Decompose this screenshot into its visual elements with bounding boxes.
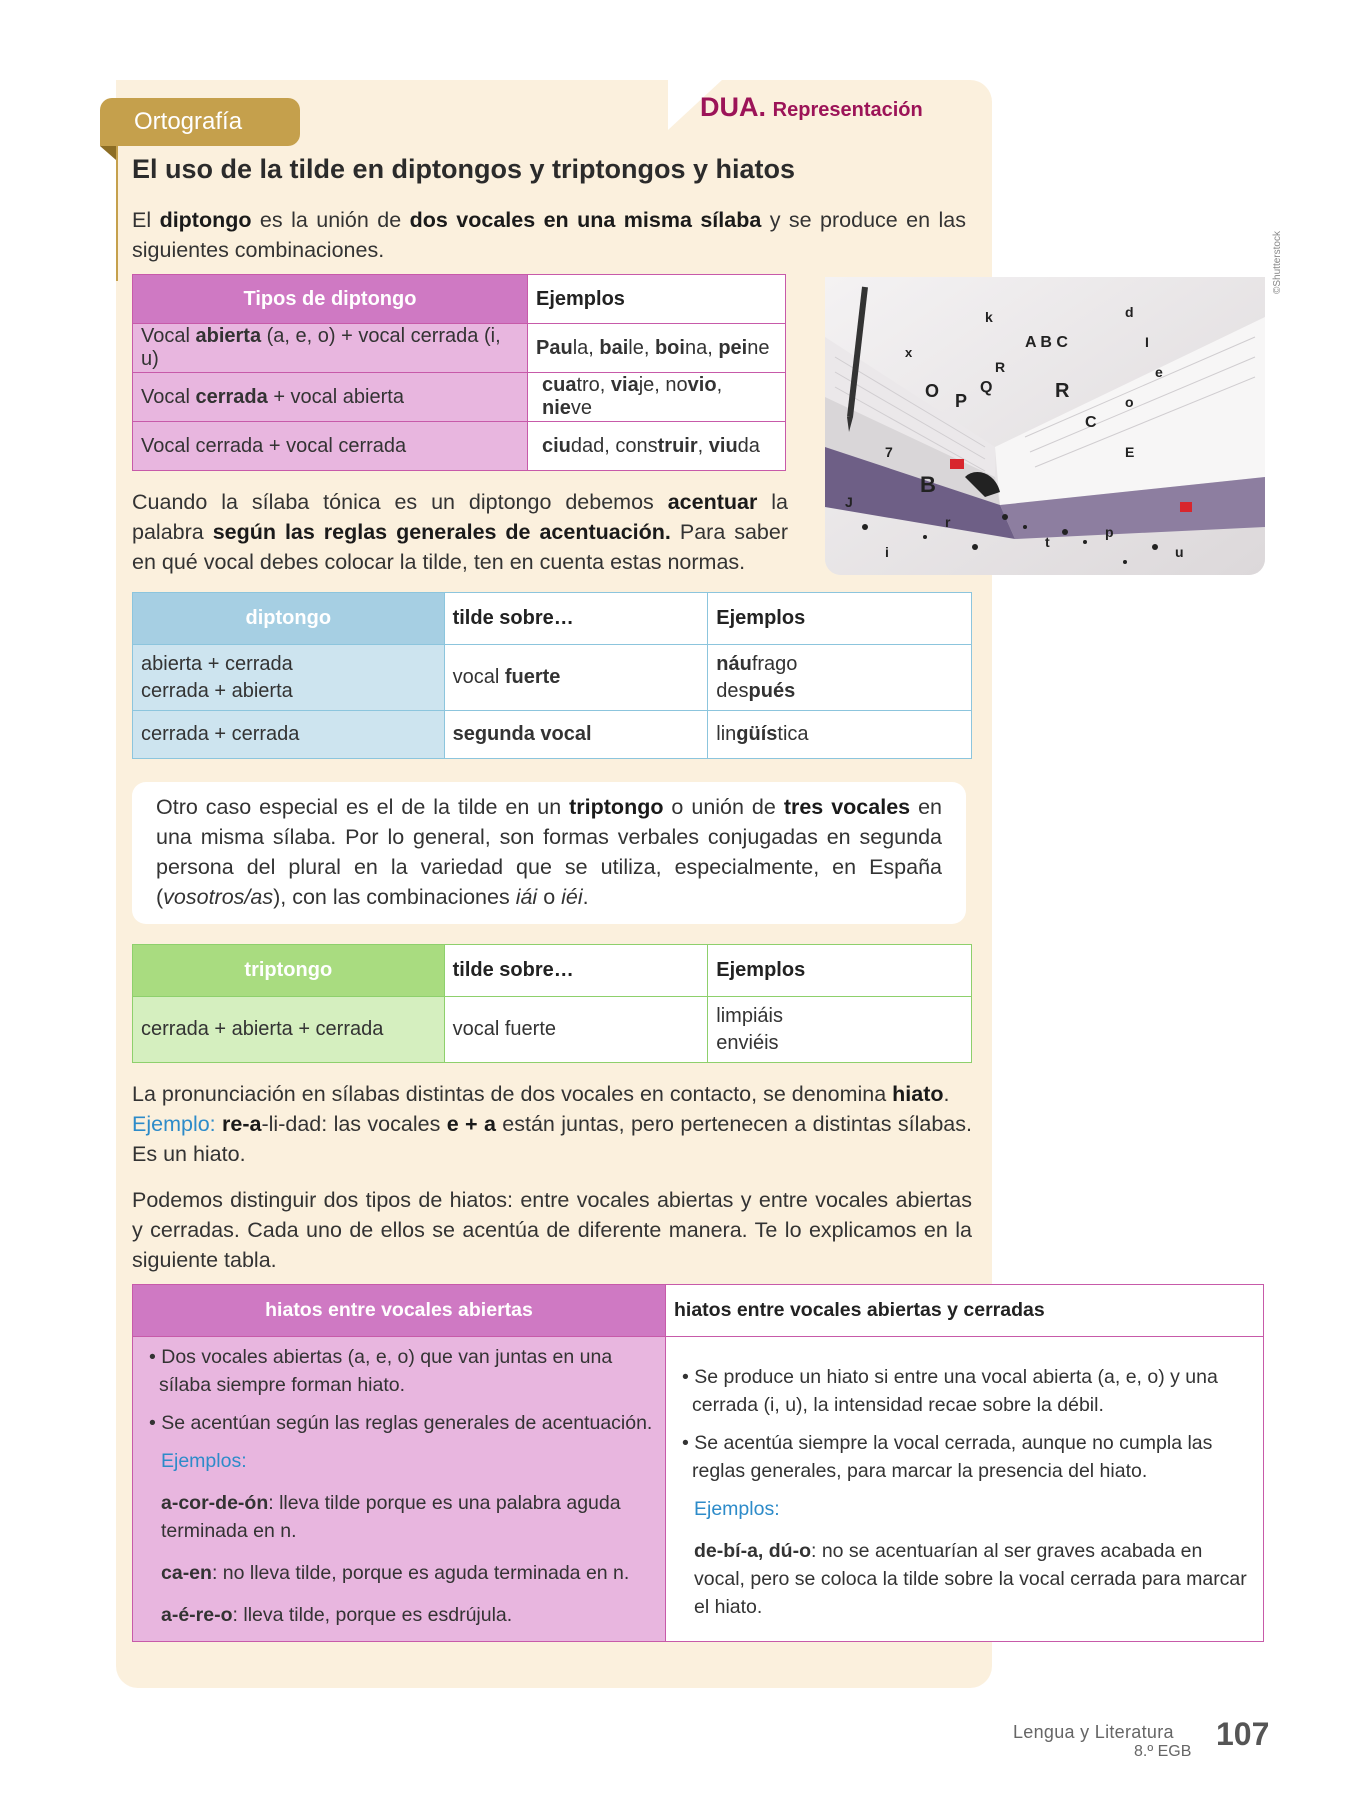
example-item: a-cor-de-ón: lleva tilde porque es una palabra aguda terminada en n. [161, 1492, 621, 1542]
svg-text:I: I [1145, 334, 1149, 350]
table-header: tilde sobre… [444, 593, 708, 645]
hiatus-types-paragraph: Podemos distinguir dos tipos de hiatos: entre vocales abiertas y entre vocales abiertas y cerradas. Cada uno de ellos se acentúa de diferente manera. Te lo explicamos en la siguiente tabla. [132, 1188, 972, 1272]
list-item: • Se produce un hiato si entre una vocal abierta (a, e, o) y una cerrada (i, u), la intensidad recae sobre la débil. [682, 1366, 1218, 1416]
example-item: de-bí-a, dú-o: no se acentuarían al ser graves acabada en vocal, pero se coloca la tilde sobre la vocal cerrada para marcar el hiato. [694, 1540, 1247, 1618]
svg-text:x: x [905, 345, 913, 360]
table-row: cerrada + cerrada segunda vocal lingüística [133, 711, 972, 759]
svg-text:u: u [1175, 544, 1184, 560]
svg-text:C: C [1085, 414, 1097, 431]
hiatus-table [132, 1284, 1264, 1642]
triphthong-note: Otro caso especial es el de la tilde en un triptongo o unión de tres vocales en una misma sílaba. Por lo general, son formas verbales conjugadas en segunda persona del plural en la variedad que se utiliza, especialmente, en España (vosotros/as), con las combinaciones iái o iéi. [132, 782, 966, 924]
svg-text:o: o [1125, 394, 1134, 410]
svg-text:r: r [945, 514, 951, 530]
svg-text:P: P [955, 391, 968, 411]
list-item: • Dos vocales abiertas (a, e, o) que van juntas en una sílaba siempre forman hiato. [149, 1346, 613, 1396]
svg-text:i: i [885, 544, 889, 560]
triphthong-table [132, 944, 972, 1063]
svg-text:A B C: A B C [1025, 334, 1068, 351]
page-title: El uso de la tilde en diptongos y triptongos y hiatos [132, 154, 796, 184]
svg-text:B: B [920, 472, 936, 497]
table-header: diptongo [133, 593, 445, 645]
svg-text:e: e [1155, 364, 1163, 380]
table-row: cerrada + abierta + cerrada vocal fuerte limpiáis enviéis [133, 997, 972, 1063]
svg-text:Q: Q [980, 379, 993, 396]
book-letters-photo [825, 277, 1265, 575]
section-tab: Ortografía [100, 98, 300, 146]
diphthong-types-table [132, 274, 786, 471]
svg-text:O: O [925, 381, 940, 401]
hiatus-paragraph: La pronunciación en sílabas distintas de dos vocales en contacto, se denomina hiato. Ejemplo: re-a-li-dad: las vocales e + a están juntas, pero pertenecen a distintas sílabas. Es un hiato. [132, 1082, 972, 1166]
svg-text:p: p [1105, 524, 1114, 540]
svg-text:E: E [1125, 444, 1135, 460]
table-header: tilde sobre… [444, 945, 708, 997]
examples-label: Ejemplos: [161, 1450, 247, 1472]
diphthong-accent-table [132, 592, 972, 759]
table-header: hiatos entre vocales abiertas y cerradas [666, 1285, 1264, 1337]
table-header: Ejemplos [528, 275, 786, 324]
footer-subject: Lengua y Literatura [1013, 1722, 1174, 1742]
svg-text:k: k [985, 309, 993, 325]
svg-text:d: d [1125, 304, 1134, 320]
dua-label: DUA. Representación [700, 92, 923, 122]
table-header: hiatos entre vocales abiertas [133, 1285, 666, 1337]
intro-paragraph: El diptongo es la unión de dos vocales en una misma sílaba y se produce en las siguientes combinaciones. [132, 208, 967, 262]
table-row: Vocal cerrada + vocal abierta cuatro, viaje, novio, nieve [133, 373, 786, 422]
table-row: Vocal abierta (a, e, o) + vocal cerrada (i, u) Paula, baile, boina, peine [133, 324, 786, 373]
example-item: ca-en: no lleva tilde, porque es aguda terminada en n. [161, 1562, 630, 1584]
table-row: Vocal cerrada + vocal cerrada ciudad, construir, viuda [133, 422, 786, 471]
page-number: 107 [1216, 1716, 1270, 1752]
svg-text:J: J [845, 494, 853, 510]
table-header: Tipos de diptongo [133, 275, 528, 324]
svg-text:7: 7 [885, 444, 893, 460]
table-header: Ejemplos [708, 945, 972, 997]
table-header: triptongo [133, 945, 445, 997]
section-tab-line [116, 146, 118, 281]
table-row: abierta + cerrada cerrada + abierta vocal fuerte náufrago después [133, 645, 972, 711]
table-row [133, 1337, 1264, 1642]
photo-credit: ©Shutterstock [1272, 231, 1283, 294]
list-item: • Se acentúan según las reglas generales de acentuación. [149, 1412, 653, 1434]
examples-label: Ejemplos: [694, 1498, 780, 1520]
table-header: Ejemplos [708, 593, 972, 645]
stress-paragraph: Cuando la sílaba tónica es un diptongo debemos acentuar la palabra según las reglas generales de acentuación. Para saber en qué vocal debes colocar la tilde, ten en cuenta estas normas. [132, 490, 789, 574]
list-item: • Se acentúa siempre la vocal cerrada, aunque no cumpla las reglas generales, para marcar la presencia del hiato. [682, 1432, 1213, 1482]
example-item: a-é-re-o: lleva tilde, porque es esdrújula. [161, 1604, 513, 1626]
svg-text:t: t [1045, 534, 1050, 550]
section-tab-fold [100, 146, 116, 160]
footer-grade: 8.º EGB [1134, 1743, 1192, 1760]
svg-text:R: R [1055, 380, 1070, 402]
svg-text:R: R [995, 359, 1006, 375]
